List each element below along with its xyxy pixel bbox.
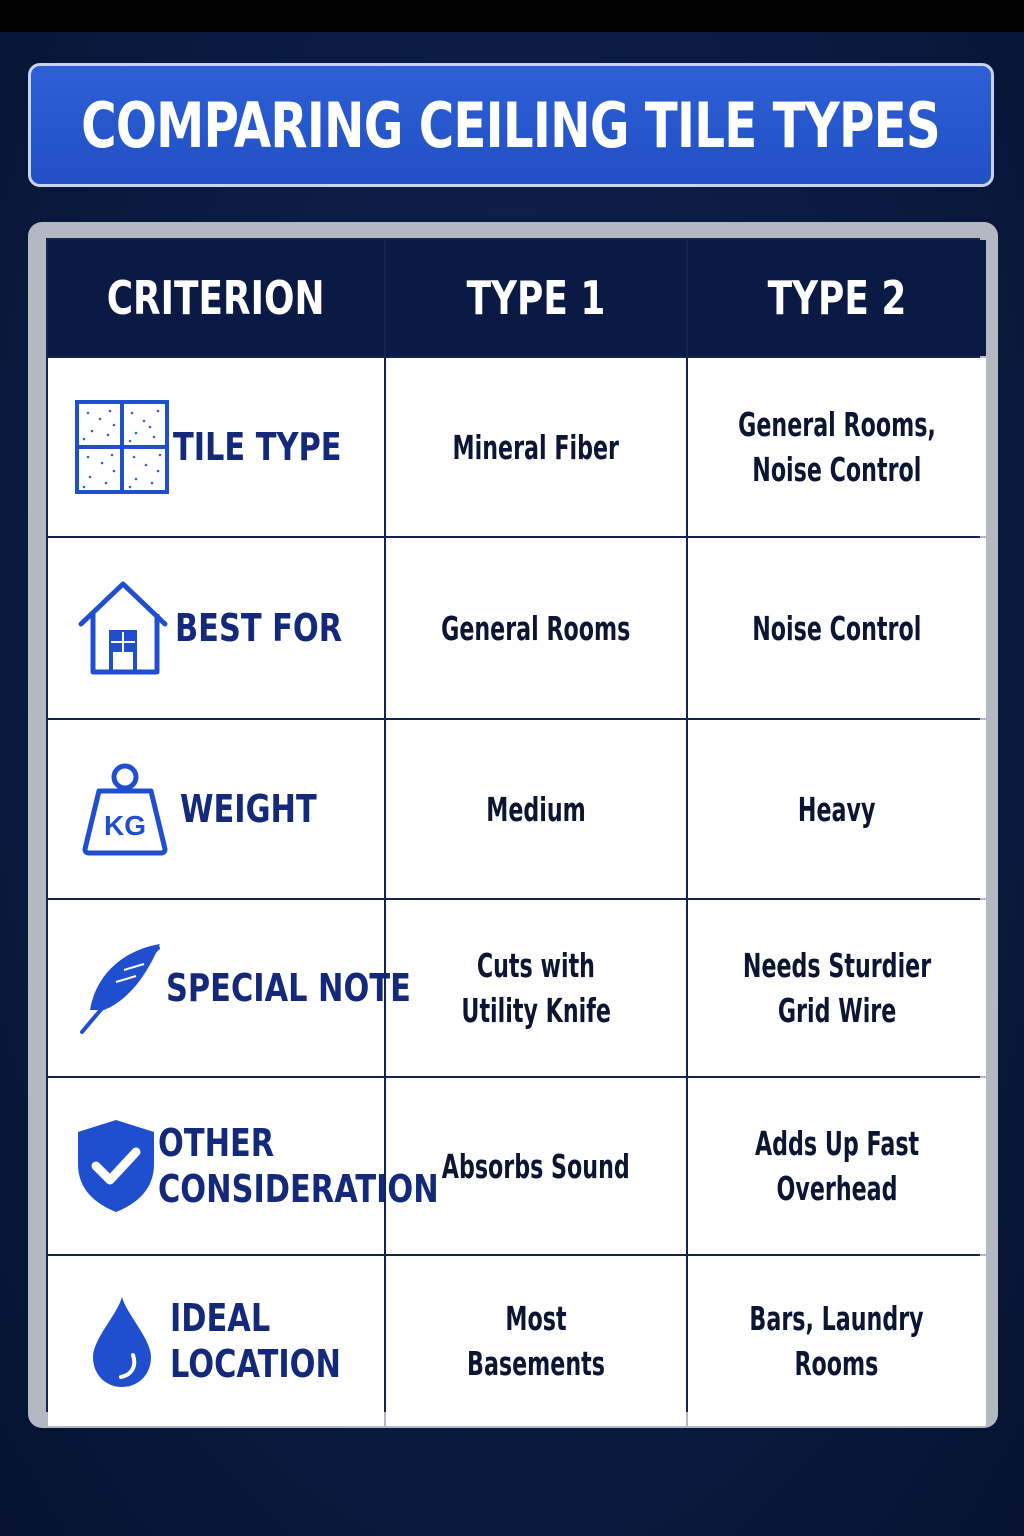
cell-text: Noise Control xyxy=(752,450,922,489)
cell-text: Heavy xyxy=(798,789,876,829)
shield-check-icon xyxy=(74,1116,158,1216)
cell-type2-weight xyxy=(688,720,986,898)
cell-text: Mineral Fiber xyxy=(452,427,620,467)
criterion-label xyxy=(170,1295,341,1387)
cell-type2-tile-type xyxy=(688,358,986,536)
cell-type2-other-consideration xyxy=(688,1078,986,1254)
water-drop-icon xyxy=(74,1293,170,1389)
cell-text: General Rooms, xyxy=(738,405,936,444)
comparison-table xyxy=(46,238,980,1412)
cell-text: Noise Control xyxy=(752,608,922,648)
header-criterion xyxy=(48,240,384,356)
cell-type1-special-note xyxy=(386,900,686,1076)
feather-icon xyxy=(74,940,166,1036)
ceiling-tile-grid-icon xyxy=(70,399,173,495)
house-icon xyxy=(70,578,175,678)
criterion-label-line: IDEAL xyxy=(170,1296,271,1340)
criterion-label: BEST FOR xyxy=(175,606,343,650)
cell-type1-best-for xyxy=(386,538,686,718)
cell-type1-other-consideration xyxy=(386,1078,686,1254)
cell-type2-ideal-location xyxy=(688,1256,986,1426)
cell-text: General Rooms xyxy=(441,608,631,648)
criterion-ideal-location xyxy=(48,1256,384,1426)
criterion-label xyxy=(158,1120,439,1212)
cell-text: Utility Knife xyxy=(461,991,611,1030)
header-criterion-label: CRITERION xyxy=(107,271,325,325)
page-title: COMPARING CEILING TILE TYPES xyxy=(81,88,941,162)
kg-weight-icon xyxy=(70,759,180,859)
cell-text: Overhead xyxy=(776,1169,898,1208)
cell-text: Medium xyxy=(486,789,586,829)
cell-type2-special-note xyxy=(688,900,986,1076)
criterion-label-line: OTHER xyxy=(158,1121,275,1165)
criterion-weight xyxy=(48,720,384,898)
header-type-2-label: TYPE 2 xyxy=(767,271,907,325)
header-type-1-label: TYPE 1 xyxy=(466,271,606,325)
header-type-1 xyxy=(386,240,686,356)
criterion-label: WEIGHT xyxy=(180,787,317,831)
criterion-label: TILE TYPE xyxy=(173,425,342,469)
cell-text: Bars, Laundry xyxy=(749,1299,925,1338)
cell-text: Grid Wire xyxy=(777,991,897,1030)
cell-text: Needs Sturdier xyxy=(742,946,932,985)
header-type-2 xyxy=(688,240,986,356)
criterion-label-line: LOCATION xyxy=(170,1342,342,1386)
top-bar xyxy=(0,0,1024,32)
cell-text: Adds Up Fast xyxy=(754,1124,920,1163)
criterion-best-for xyxy=(48,538,384,718)
cell-type1-weight xyxy=(386,720,686,898)
kg-weight-text: KG xyxy=(104,810,146,841)
cell-text: Cuts with xyxy=(476,946,596,985)
criterion-special-note xyxy=(48,900,411,1076)
cell-type2-best-for xyxy=(688,538,986,718)
cell-text: Most Basements xyxy=(467,1299,605,1383)
cell-text: Absorbs Sound xyxy=(442,1146,630,1186)
criterion-label-line: CONSIDERATION xyxy=(158,1167,439,1211)
cell-type1-ideal-location xyxy=(386,1256,686,1426)
cell-type1-tile-type xyxy=(386,358,686,536)
title-banner xyxy=(28,63,994,187)
criterion-label: SPECIAL NOTE xyxy=(166,966,411,1010)
criterion-tile-type xyxy=(48,358,384,536)
criterion-other-consideration xyxy=(48,1078,439,1254)
cell-text: Rooms xyxy=(795,1344,879,1383)
